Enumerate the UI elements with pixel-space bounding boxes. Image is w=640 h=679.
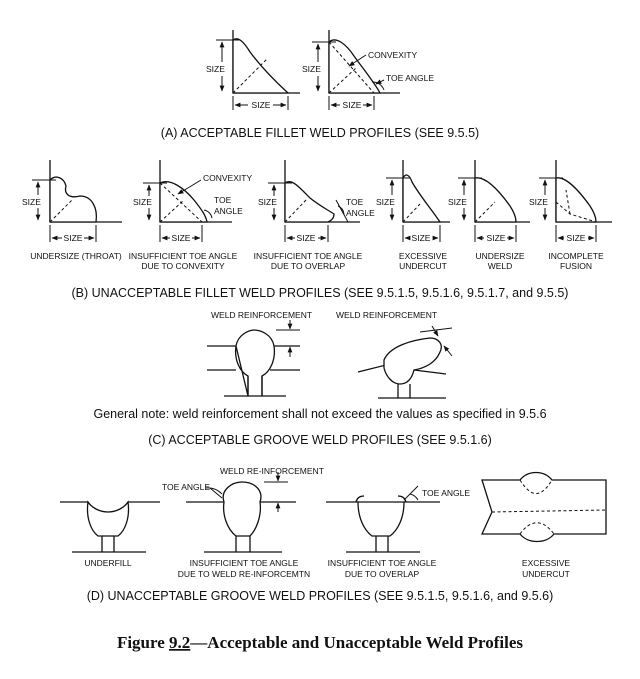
- groove-weld-reinforcement-angled: [336, 310, 452, 398]
- size-label: SIZE: [22, 197, 41, 207]
- item-label-line1: EXCESSIVE: [398, 251, 448, 261]
- fillet-profile-acceptable-convex: [302, 30, 434, 110]
- fillet-undersize-weld: [448, 160, 530, 271]
- item-label-line2: FUSION: [559, 261, 593, 271]
- groove-insufficient-toe-angle-reinforcement: [162, 466, 324, 579]
- section-b-caption: (B) UNACCEPTABLE FILLET WELD PROFILES (SEE 9.5.1.5, 9.5.1.6, 9.5.1.7, and 9.5.5): [71, 286, 569, 300]
- fillet-excessive-undercut: [376, 160, 450, 271]
- size-label: SIZE: [448, 197, 467, 207]
- item-label-line1: INSUFFICIENT TOE ANGLE: [189, 558, 299, 568]
- item-label-line2: UNDERCUT: [522, 569, 570, 579]
- item-label-line2: DUE TO OVERLAP: [270, 261, 346, 271]
- toe-label: TOE: [346, 197, 364, 207]
- size-label: SIZE: [486, 233, 506, 243]
- section-c-caption: (C) ACCEPTABLE GROOVE WELD PROFILES (SEE 9.5.1.6): [148, 433, 492, 447]
- section-b-diagrams: [22, 160, 612, 300]
- size-label: SIZE: [63, 233, 83, 243]
- section-c-diagrams: [93, 310, 546, 447]
- item-label-line2: DUE TO WELD RE-INFORCEMTN: [177, 569, 311, 579]
- weld-reinforcement-label: WELD REINFORCEMENT: [336, 310, 438, 320]
- item-label-line2: UNDERCUT: [399, 261, 447, 271]
- convexity-label: CONVEXITY: [203, 173, 253, 183]
- item-label-line2: DUE TO OVERLAP: [344, 569, 420, 579]
- size-label: SIZE: [411, 233, 431, 243]
- item-label-line1: EXCESSIVE: [521, 558, 571, 568]
- toe-label: TOE: [214, 195, 232, 205]
- size-label: SIZE: [171, 233, 191, 243]
- section-a-diagrams: [161, 30, 479, 140]
- angle-label: ANGLE: [346, 208, 375, 218]
- size-label: SIZE: [529, 197, 548, 207]
- groove-insufficient-toe-angle-overlap: [326, 486, 470, 579]
- weld-reinforcement-label: WELD RE-INFORCEMENT: [220, 466, 324, 476]
- size-label: SIZE: [302, 64, 321, 74]
- general-note: General note: weld reinforcement shall not exceed the values as specified in 9.5.6: [93, 407, 547, 421]
- size-label: SIZE: [251, 100, 271, 110]
- size-label: SIZE: [342, 100, 362, 110]
- weld-reinforcement-label: WELD REINFORCEMENT: [211, 310, 313, 320]
- section-a-caption: (A) ACCEPTABLE FILLET WELD PROFILES (SEE 9.5.5): [160, 126, 480, 140]
- item-label-line2: DUE TO CONVEXITY: [141, 261, 225, 271]
- fillet-insufficient-toe-angle-overlap: [254, 160, 375, 271]
- item-label-line1: UNDERSIZE (THROAT): [30, 251, 122, 261]
- item-label-line1: INCOMPLETE: [548, 251, 604, 261]
- fillet-profile-acceptable-flat: [206, 30, 300, 110]
- size-label: SIZE: [133, 197, 152, 207]
- groove-weld-reinforcement-butt: [207, 310, 312, 396]
- fillet-undersize-throat: [22, 160, 122, 261]
- size-label: SIZE: [566, 233, 586, 243]
- groove-excessive-undercut: [482, 473, 606, 580]
- convexity-label: CONVEXITY: [368, 50, 418, 60]
- toe-angle-label: TOE ANGLE: [422, 488, 471, 498]
- toe-angle-label: TOE ANGLE: [386, 73, 435, 83]
- section-d-diagrams: [60, 466, 606, 603]
- fillet-incomplete-fusion: [529, 160, 612, 271]
- item-label-line1: UNDERSIZE: [475, 251, 525, 261]
- item-label-line1: INSUFFICIENT TOE ANGLE: [327, 558, 437, 568]
- fillet-insufficient-toe-angle-convexity: [129, 160, 253, 271]
- item-label-line1: INSUFFICIENT TOE ANGLE: [128, 251, 238, 261]
- size-label: SIZE: [376, 197, 395, 207]
- figure-title: Figure 9.2—Acceptable and Unacceptable Weld Profiles: [116, 633, 524, 652]
- size-label: SIZE: [206, 64, 225, 74]
- groove-underfill: [60, 502, 160, 568]
- toe-angle-label: TOE ANGLE: [162, 482, 211, 492]
- item-label-line2: WELD: [487, 261, 513, 271]
- item-label-line1: UNDERFILL: [84, 558, 132, 568]
- size-label: SIZE: [258, 197, 277, 207]
- angle-label: ANGLE: [214, 206, 243, 216]
- size-label: SIZE: [296, 233, 316, 243]
- item-label-line1: INSUFFICIENT TOE ANGLE: [253, 251, 363, 261]
- section-d-caption: (D) UNACCEPTABLE GROOVE WELD PROFILES (SEE 9.5.1.5, 9.5.1.6, and 9.5.6): [86, 589, 554, 603]
